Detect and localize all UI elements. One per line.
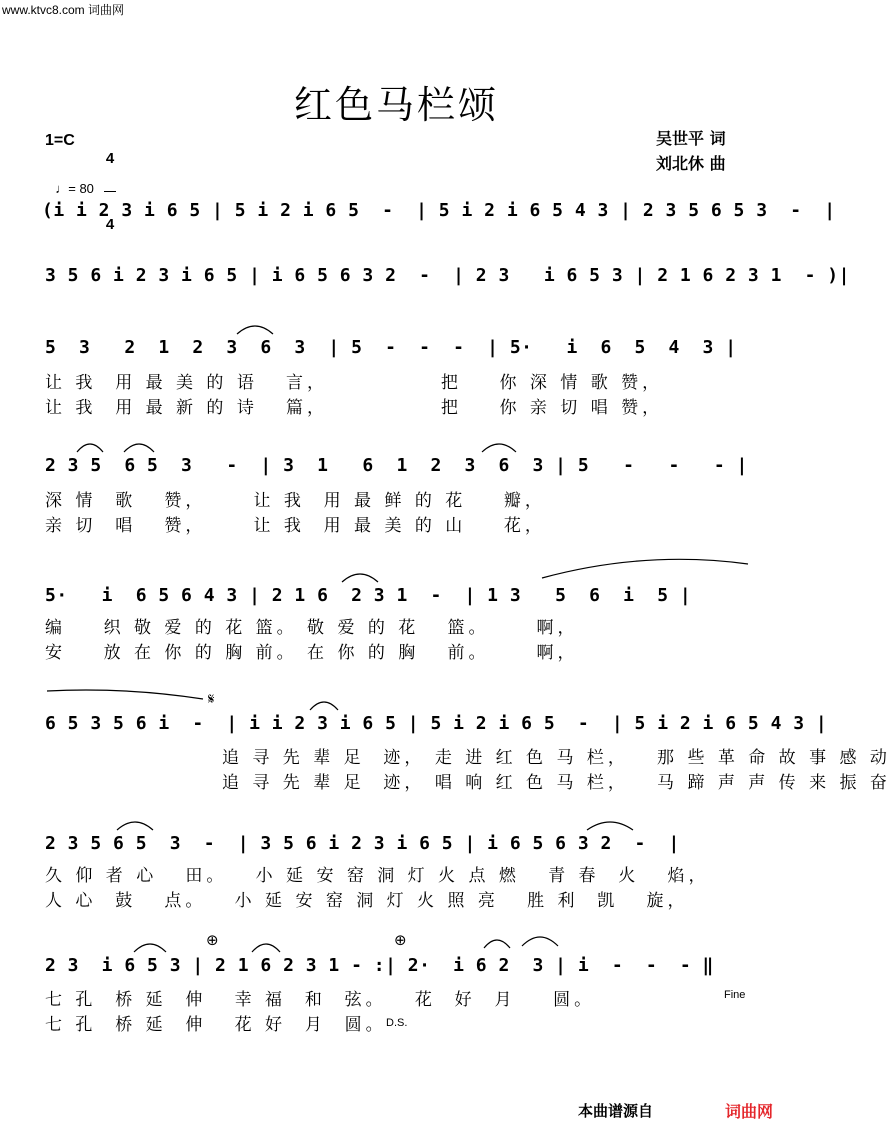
lyric-row-6-verse-1: 追 寻 先 辈 足 迹， 走 进 红 色 马 栏， 那 些 革 命 故 事 感 动 (222, 748, 891, 768)
time-signature (103, 126, 117, 244)
slur-row-3 (235, 322, 275, 336)
slur-row-8a (132, 940, 168, 954)
lyric-row-3-verse-2: 让 我 用 最 新 的 诗 篇， 把 你 亲 切 唱 赞， (45, 398, 664, 418)
slur-row-7a (115, 818, 155, 832)
slur-row-4b (122, 440, 156, 454)
lyric-row-4-verse-2: 亲 切 唱 赞， 让 我 用 最 美 的 山 花， (45, 516, 546, 536)
slur-row-5-tie (540, 556, 750, 580)
slur-row-8c (482, 936, 512, 950)
coda-icon-1: ⊕ (206, 931, 219, 949)
slur-row-6a (308, 698, 340, 712)
slur-row-8b (250, 940, 282, 954)
lyric-row-5-verse-2: 安 放 在 你 的 胸 前。 在 你 的 胸 前。 啊， (45, 643, 579, 663)
lyric-row-3-verse-1: 让 我 用 最 美 的 语 言， 把 你 深 情 歌 赞， (45, 373, 664, 393)
notation-row-1: (i i 2 3 i 6 5 | 5 i 2 i 6 5 - | 5 i 2 i 6 5 4 3 | 2 3 5 6 5 3 - | (42, 200, 836, 221)
coda-icon-2: ⊕ (394, 931, 407, 949)
lyric-row-6-verse-2: 追 寻 先 辈 足 迹， 唱 响 红 色 马 栏， 马 蹄 声 声 传 来 振 奋 (222, 773, 891, 793)
slur-row-7b (585, 818, 635, 832)
time-signature-top: 4 (105, 150, 115, 167)
source-label: 本曲谱源自 (578, 1102, 654, 1120)
slur-row-4c (480, 440, 518, 454)
notation-row-2: 3 5 6 i 2 3 i 6 5 | i 6 5 6 3 2 - | 2 3 i 6 5 3 | 2 1 6 2 3 1 - )| (45, 265, 850, 286)
time-signature-divider (104, 191, 116, 192)
segno-icon: 𝄋 (208, 690, 215, 708)
song-title: 红色马栏颂 (293, 83, 499, 127)
slur-row-4a (75, 440, 105, 454)
watermark-url[interactable]: www.ktvc8.com 词曲网 (2, 3, 125, 17)
fine-marking: Fine (724, 989, 746, 1001)
time-signature-bottom: 4 (105, 216, 115, 233)
notation-row-5: 5· i 6 5 6 4 3 | 2 1 6 2 3 1 - | 1 3 5 6 i 5 | (45, 585, 692, 606)
lyric-row-7-verse-1: 久 仰 者 心 田。 小 延 安 窑 洞 灯 火 点 燃 青 春 火 焰， (45, 866, 710, 886)
lyric-row-4-verse-1: 深 情 歌 赞， 让 我 用 最 鲜 的 花 瓣， (45, 491, 546, 511)
lyricist-credit: 吴世平 词 (656, 129, 726, 148)
notation-row-6: 6 5 3 5 6 i - | i i 2 3 i 6 5 | 5 i 2 i 6 5 - | 5 i 2 i 6 5 4 3 | (45, 713, 828, 734)
slur-row-8d (520, 932, 560, 948)
lyric-row-8-verse-2: 七 孔 桥 延 伸 花 好 月 圆。 (45, 1015, 387, 1035)
notation-row-8: 2 3 i 6 5 3 | 2 1 6 2 3 1 - :| 2· i 6 2 3 | i - - - ‖ (45, 955, 714, 976)
ds-marking: D.S. (386, 1017, 408, 1029)
tempo-marking (48, 166, 94, 196)
notation-row-4: 2 3 5 6 5 3 - | 3 1 6 1 2 3 6 3 | 5 - - - | (45, 455, 748, 476)
composer-credit: 刘北休 曲 (656, 154, 726, 173)
quarter-note-icon: ♩ (55, 181, 69, 196)
lyric-row-5-verse-1: 编 织 敬 爱 的 花 篮。 敬 爱 的 花 篮。 啊， (45, 618, 579, 638)
slur-row-5a (340, 570, 380, 584)
lyric-row-8-verse-1: 七 孔 桥 延 伸 幸 福 和 弦。 花 好 月 圆。 (45, 990, 596, 1010)
key-signature: 1=C (45, 132, 75, 149)
notation-row-7: 2 3 5 6 5 3 - | 3 5 6 i 2 3 i 6 5 | i 6 5 6 3 2 - | (45, 833, 680, 854)
site-logo[interactable]: 词曲网 (725, 1102, 774, 1121)
tempo-value: = 80 (68, 181, 94, 196)
notation-row-3: 5 3 2 1 2 3 6 3 | 5 - - - | 5· i 6 5 4 3 | (45, 337, 737, 358)
slur-row-6-tie (45, 687, 205, 701)
lyric-row-7-verse-2: 人 心 鼓 点。 小 延 安 窑 洞 灯 火 照 亮 胜 利 凯 旋， (45, 891, 689, 911)
